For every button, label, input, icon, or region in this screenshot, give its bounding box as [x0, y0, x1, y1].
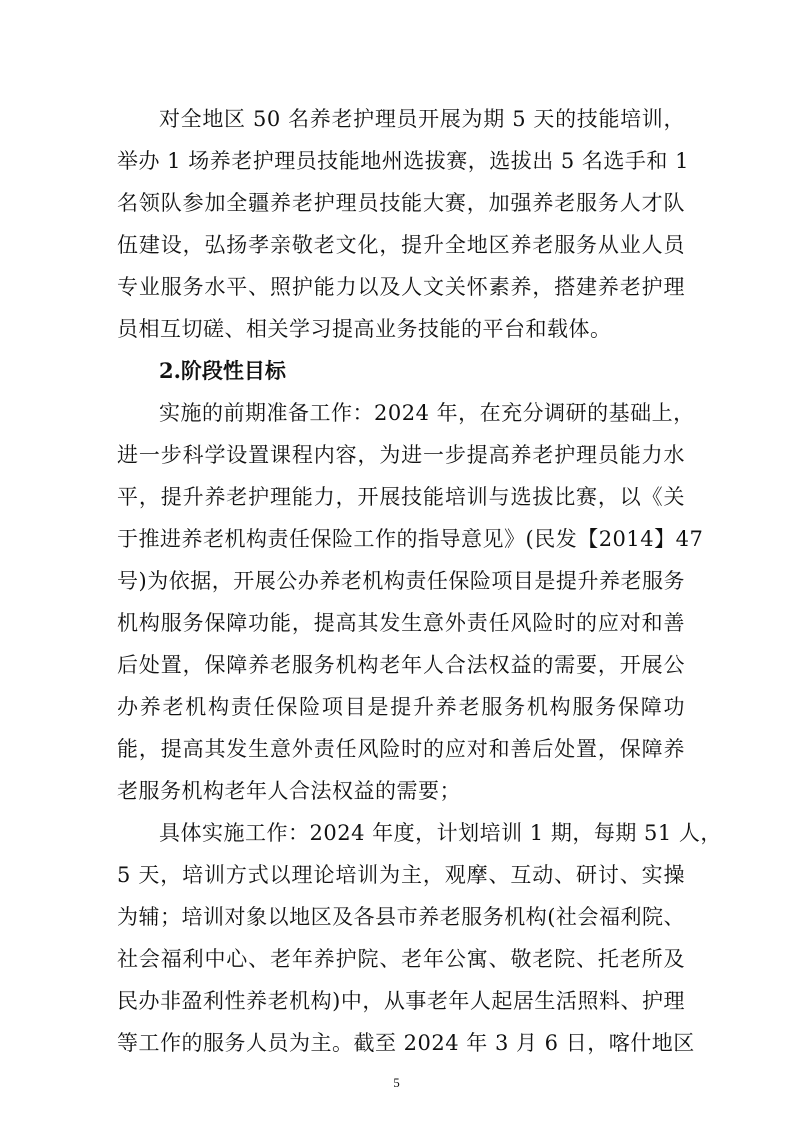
paragraph-2-line-9: 能，提高其发生意外责任风险时的应对和善后处置，保障养	[117, 737, 685, 761]
paragraph-3-line-4: 社会福利中心、老年养护院、老年公寓、敬老院、托老所及	[117, 947, 685, 971]
paragraph-2-line-1: 实施的前期准备工作：2024 年，在充分调研的基础上，	[159, 401, 695, 425]
paragraph-1-line-6: 员相互切磋、相关学习提高业务技能的平台和载体。	[117, 317, 612, 341]
paragraph-1-line-1: 对全地区 50 名养老护理员开展为期 5 天的技能培训，	[159, 107, 685, 131]
paragraph-2-line-6: 机构服务保障功能，提高其发生意外责任风险时的应对和善	[117, 611, 685, 635]
paragraph-2-line-10: 老服务机构老年人合法权益的需要；	[117, 779, 461, 803]
page-number: 5	[393, 1075, 400, 1090]
paragraph-2-line-2: 进一步科学设置课程内容，为进一步提高养老护理员能力水	[117, 443, 685, 467]
paragraph-3-line-1: 具体实施工作：2024 年度，计划培训 1 期，每期 51 人，	[159, 821, 722, 845]
paragraph-1-line-4: 伍建设，弘扬孝亲敬老文化，提升全地区养老服务从业人员	[117, 233, 685, 257]
paragraph-1-line-2: 举办 1 场养老护理员技能地州选拔赛，选拔出 5 名选手和 1	[117, 149, 689, 173]
section-heading: 2.阶段性目标	[159, 358, 286, 383]
paragraph-3-line-5: 民办非盈利性养老机构)中，从事老年人起居生活照料、护理	[117, 989, 685, 1013]
paragraph-2-line-8: 办养老机构责任保险项目是提升养老服务机构服务保障功	[117, 695, 685, 719]
paragraph-3-line-3: 为辅；培训对象以地区及各县市养老服务机构(社会福利院、	[117, 905, 685, 929]
paragraph-2-line-7: 后处置，保障养老服务机构老年人合法权益的需要，开展公	[117, 653, 685, 677]
paragraph-3-line-2: 5 天，培训方式以理论培训为主，观摩、互动、研讨、实操	[117, 863, 685, 887]
paragraph-3-line-6: 等工作的服务人员为主。截至 2024 年 3 月 6 日，喀什地区	[117, 1031, 695, 1055]
paragraph-1-line-3: 名领队参加全疆养老护理员技能大赛，加强养老服务人才队	[117, 191, 685, 215]
paragraph-1-line-5: 专业服务水平、照护能力以及人文关怀素养，搭建养老护理	[117, 275, 685, 299]
paragraph-2-line-3: 平，提升养老护理能力，开展技能培训与选拔比赛，以《关	[117, 485, 685, 509]
paragraph-2-line-5: 号)为依据，开展公办养老机构责任保险项目是提升养老服务	[117, 569, 685, 593]
paragraph-2-line-4: 于推进养老机构责任保险工作的指导意见》(民发【2014】47	[117, 527, 704, 551]
